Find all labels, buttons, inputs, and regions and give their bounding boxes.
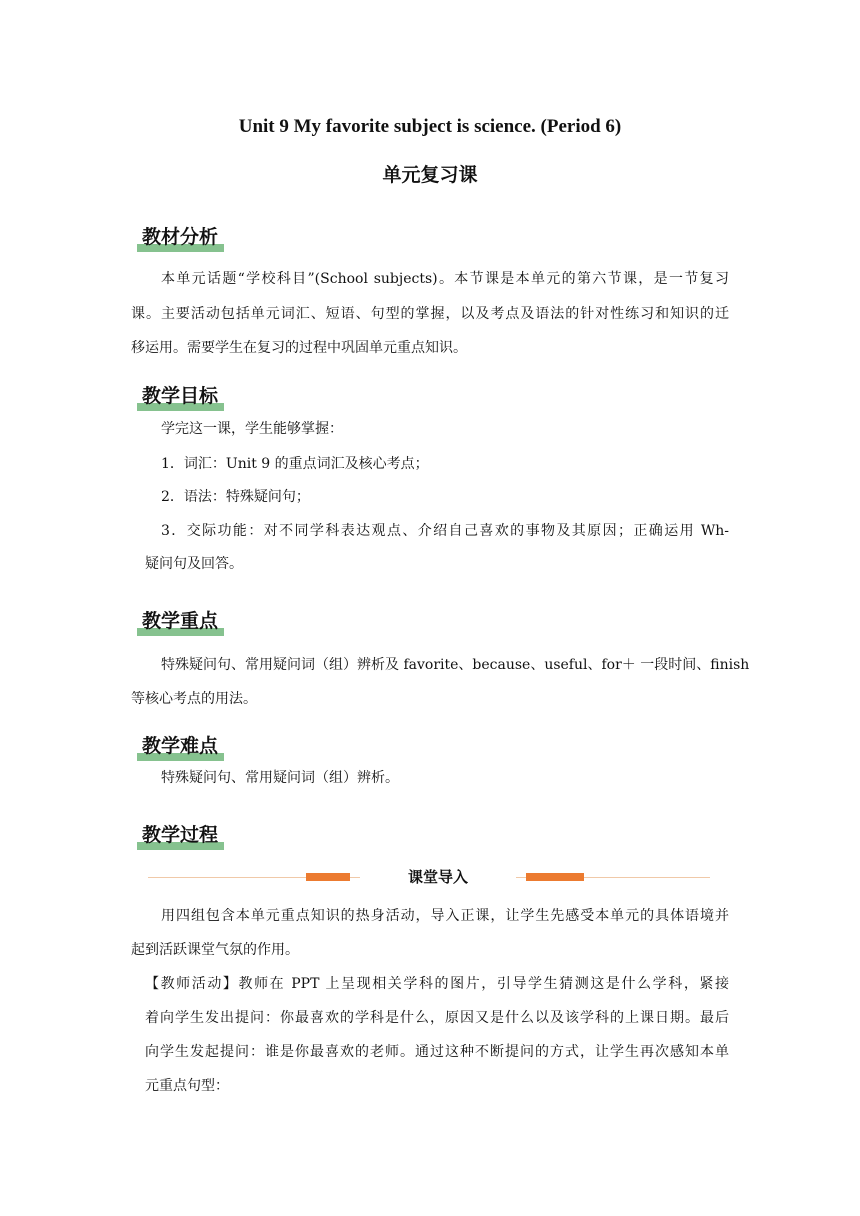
divider-label: 课堂导入 xyxy=(360,866,516,887)
document-subtitle: 单元复习课 xyxy=(382,164,478,186)
heading-key-points: 教学重点 xyxy=(142,606,218,633)
objective-item-2: 2．语法：特殊疑问句； xyxy=(161,489,310,505)
section-divider-bar-right xyxy=(526,873,584,881)
analysis-line-3: 移运用。需要学生在复习的过程中巩固单元重点知识。 xyxy=(131,340,467,356)
heading-objectives: 教学目标 xyxy=(142,381,218,408)
objective-item-3-cont: 疑问句及回答。 xyxy=(145,556,243,572)
heading-process: 教学过程 xyxy=(142,820,218,847)
section-divider-bar-left xyxy=(306,873,350,881)
activity-line-2: 着向学生发出提问：你最喜欢的学科是什么，原因又是什么以及该学科的上课日期。最后 xyxy=(145,1010,729,1026)
process-intro-line-1: 用四组包含本单元重点知识的热身活动，导入正课，让学生先感受本单元的具体语境并 xyxy=(161,908,729,924)
objective-item-3: 3．交际功能：对不同学科表达观点、介绍自己喜欢的事物及其原因；正确运用 Wh- xyxy=(161,523,729,539)
heading-analysis: 教材分析 xyxy=(142,222,218,249)
heading-difficulties: 教学难点 xyxy=(142,731,218,758)
analysis-line-1: 本单元话题“学校科目”(School subjects)。本节课是本单元的第六节课，是一节复习 xyxy=(161,271,729,287)
key-points-line-1: 特殊疑问句、常用疑问词（组）辨析及 favorite、because、useful、for＋ 一段时间、finish xyxy=(161,657,750,673)
objectives-intro: 学完这一课，学生能够掌握： xyxy=(161,421,343,437)
difficulties-text: 特殊疑问句、常用疑问词（组）辨析。 xyxy=(161,770,399,786)
activity-line-3: 向学生发起提问：谁是你最喜欢的老师。通过这种不断提问的方式，让学生再次感知本单 xyxy=(145,1044,729,1060)
document-title: Unit 9 My favorite subject is science. (Period 6) xyxy=(238,116,622,137)
analysis-line-2: 课。主要活动包括单元词汇、短语、句型的掌握，以及考点及语法的针对性练习和知识的迁 xyxy=(131,306,729,322)
activity-line-1: 【教师活动】教师在 PPT 上呈现相关学科的图片，引导学生猜测这是什么学科，紧接 xyxy=(145,976,729,992)
activity-line-4: 元重点句型： xyxy=(145,1078,229,1094)
objective-item-1: 1．词汇：Unit 9 的重点词汇及核心考点； xyxy=(161,456,429,472)
process-intro-line-2: 起到活跃课堂气氛的作用。 xyxy=(131,942,299,958)
key-points-line-2: 等核心考点的用法。 xyxy=(131,691,257,707)
